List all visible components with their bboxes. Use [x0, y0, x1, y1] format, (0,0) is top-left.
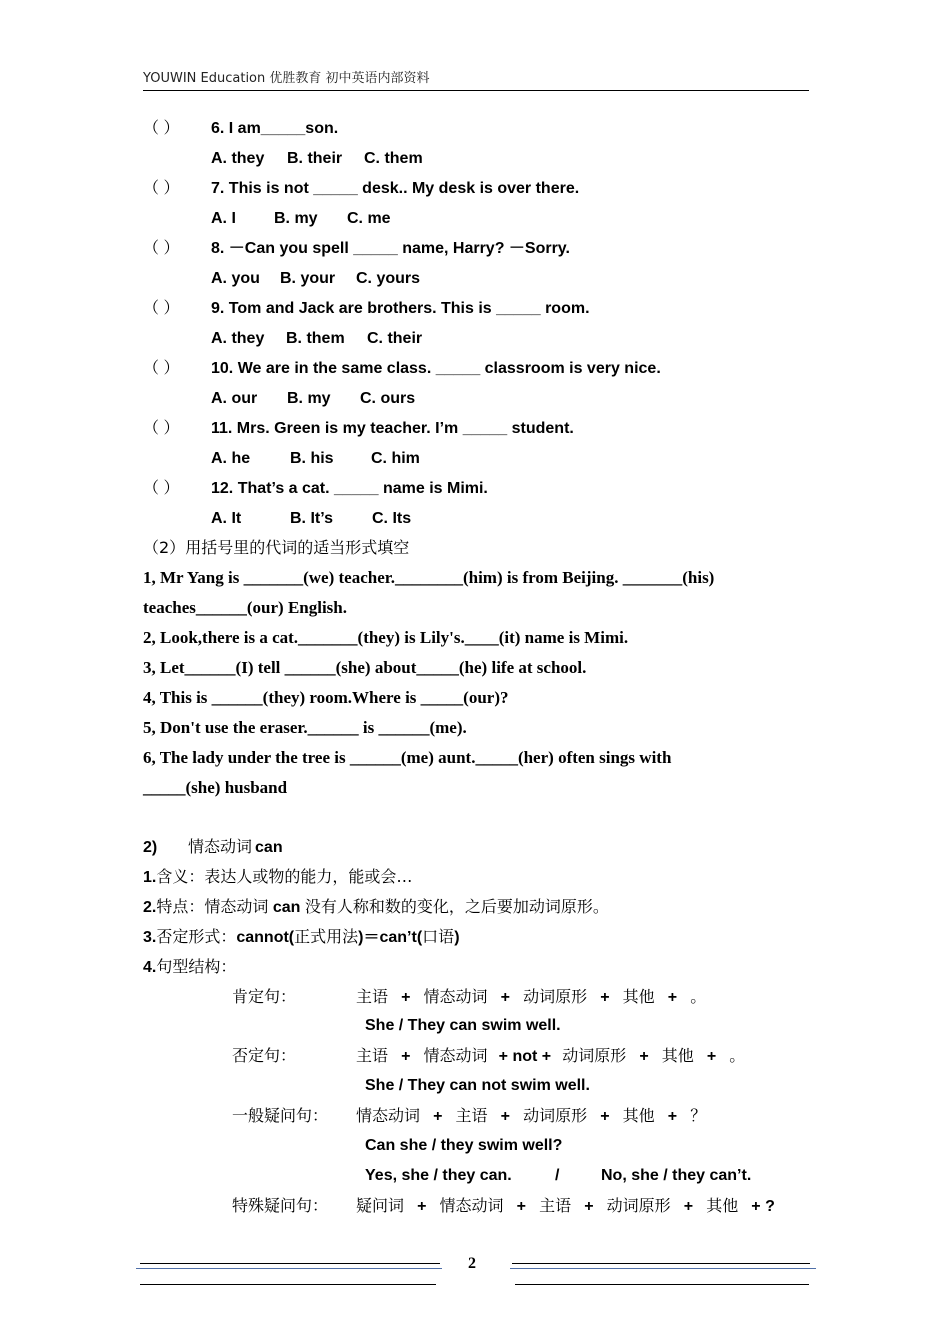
- point-text-b: 没有人称和数的变化，之后要加动词原形。: [304, 897, 609, 916]
- answer-bracket[interactable]: （ ）: [143, 420, 180, 437]
- formula-part: 主语: [455, 1106, 488, 1125]
- formula-plus: +: [600, 1108, 610, 1125]
- point-text-b: 正式用法: [294, 927, 359, 946]
- answer-no: No, she / they can’t.: [601, 1167, 752, 1184]
- point-word-a: cannot(: [236, 929, 295, 946]
- heading-word: can: [255, 839, 283, 856]
- formula-plus: +: [516, 1198, 526, 1215]
- formula-part: 其他: [661, 1046, 694, 1065]
- option-b: B. their: [287, 150, 343, 167]
- structure-formula-special-question: [356, 1195, 775, 1218]
- answer-yes: Yes, she / they can.: [365, 1167, 512, 1184]
- option-a: A. It: [211, 510, 242, 527]
- heading-number: 2): [143, 839, 158, 856]
- answer-bracket[interactable]: （ ）: [143, 300, 180, 317]
- structure-example-affirmative: She / They can swim well.: [365, 1017, 561, 1034]
- point-number: 2.: [143, 899, 157, 916]
- option-b: B. his: [290, 450, 334, 467]
- fill-line-6: 6, The lady under the tree is ______(me) aunt._____(her) often sings with: [143, 748, 672, 767]
- formula-plus: +: [401, 989, 411, 1006]
- question-text: 8. －Can you spell _____ name, Harry? －Sorry.: [211, 240, 570, 257]
- option-b: B. my: [274, 210, 318, 227]
- formula-part: 。: [729, 1046, 746, 1065]
- formula-part: 情态动词: [439, 1196, 504, 1215]
- formula-part: 疑问词: [356, 1196, 405, 1215]
- option-c: C. him: [371, 450, 420, 467]
- footer-rule-right-bottom: [515, 1284, 809, 1285]
- modal-point-1: [143, 866, 823, 889]
- question-text: 11. Mrs. Green is my teacher. I’m _____ student.: [211, 420, 574, 437]
- fill-line-1-cont: teaches______(our) English.: [143, 598, 347, 617]
- point-text-a: 否定形式：: [156, 927, 237, 946]
- option-a: A. he: [211, 450, 251, 467]
- question-text: 7. This is not _____ desk.. My desk is over there.: [211, 180, 580, 197]
- option-b: B. your: [280, 270, 336, 287]
- option-b: B. my: [287, 390, 331, 407]
- point-word-c: ): [454, 929, 460, 946]
- option-a: A. you: [211, 270, 260, 287]
- structure-formula-negative: [356, 1045, 745, 1068]
- footer-rule-right-top: [512, 1263, 810, 1264]
- question-11-options: [211, 448, 891, 470]
- option-a: A. I: [211, 210, 236, 227]
- question-9-options: [211, 328, 891, 350]
- formula-part: 情态动词: [423, 1046, 488, 1065]
- option-a: A. they: [211, 150, 265, 167]
- point-text-c: 口语: [422, 927, 455, 946]
- formula-part: 情态动词: [423, 987, 488, 1006]
- structure-example-general-question: Can she / they swim well?: [365, 1137, 563, 1154]
- question-8-options: [211, 268, 891, 290]
- structure-formula-affirmative: [356, 986, 706, 1009]
- formula-plus: +: [500, 989, 510, 1006]
- question-10-options: [211, 388, 891, 410]
- point-word: can: [272, 899, 301, 916]
- answer-bracket[interactable]: （ ）: [143, 360, 180, 377]
- fill-line-1: 1, Mr Yang is _______(we) teacher.________(him) is from Beijing. _______(his): [143, 568, 715, 587]
- answer-separator: /: [555, 1167, 560, 1184]
- point-number: 1.: [143, 869, 157, 886]
- section-title: 用括号里的代词的适当形式填空: [185, 538, 410, 557]
- option-c: C. me: [347, 210, 391, 227]
- structure-label-special-question: 特殊疑问句：: [232, 1196, 329, 1215]
- modal-point-4: [143, 956, 823, 979]
- formula-plus-not: + not +: [498, 1048, 552, 1065]
- formula-part: 情态动词: [356, 1106, 421, 1125]
- structure-example-negative: She / They can not swim well.: [365, 1077, 590, 1094]
- formula-plus: +: [639, 1048, 649, 1065]
- formula-part: 动词原形: [562, 1046, 627, 1065]
- footer-rule-right-blue: [510, 1268, 816, 1269]
- answer-bracket[interactable]: （ ）: [143, 120, 180, 137]
- option-c: C. Its: [372, 510, 412, 527]
- point-word-b: )＝can’t(: [358, 929, 423, 946]
- formula-part: 。: [690, 987, 707, 1006]
- formula-part: 动词原形: [606, 1196, 671, 1215]
- point-text-a: 特点：情态动词: [156, 897, 269, 916]
- modal-point-2: [143, 896, 823, 919]
- formula-plus-question: + ?: [751, 1198, 775, 1215]
- question-text: 9. Tom and Jack are brothers. This is _____ room.: [211, 300, 590, 317]
- formula-plus: +: [584, 1198, 594, 1215]
- formula-plus: +: [667, 1108, 678, 1125]
- formula-part: 动词原形: [523, 1106, 588, 1125]
- answer-bracket[interactable]: （ ）: [143, 240, 180, 257]
- option-a: A. they: [211, 330, 265, 347]
- modal-heading: [143, 836, 823, 859]
- question-7-options: [211, 208, 891, 230]
- question-12-options: [211, 508, 891, 530]
- formula-part: 其他: [622, 987, 655, 1006]
- fill-line-3: 3, Let______(I) tell ______(she) about_____(he) life at school.: [143, 658, 587, 677]
- formula-part: 主语: [356, 987, 389, 1006]
- formula-plus: +: [706, 1048, 717, 1065]
- option-c: C. them: [364, 150, 423, 167]
- structure-label-general-question: 一般疑问句：: [232, 1106, 329, 1125]
- formula-plus: +: [401, 1048, 411, 1065]
- fill-line-5: 5, Don't use the eraser.______ is ______(me).: [143, 718, 467, 737]
- option-c: C. ours: [360, 390, 416, 407]
- structure-label-negative: 否定句：: [232, 1046, 297, 1065]
- formula-part: 动词原形: [523, 987, 588, 1006]
- formula-plus: +: [600, 989, 610, 1006]
- footer-rule-left-top: [140, 1263, 440, 1264]
- formula-part: 主语: [539, 1196, 572, 1215]
- formula-part: ？: [690, 1106, 707, 1125]
- modal-point-3: [143, 926, 823, 949]
- formula-part: 其他: [622, 1106, 655, 1125]
- formula-part: 主语: [356, 1046, 389, 1065]
- point-number: 4.: [143, 959, 157, 976]
- footer-rule-left-blue: [136, 1268, 442, 1269]
- section-number: （2）: [143, 538, 186, 557]
- formula-plus: +: [417, 1198, 427, 1215]
- structure-label-affirmative: 肯定句：: [232, 987, 297, 1006]
- heading-text: 情态动词: [188, 837, 253, 856]
- point-text: 含义：表达人或物的能力，能或会…: [156, 867, 413, 886]
- formula-plus: +: [667, 989, 678, 1006]
- footer-rule-left-bottom: [140, 1284, 436, 1285]
- formula-part: 其他: [706, 1196, 739, 1215]
- point-number: 3.: [143, 929, 157, 946]
- question-text: 6. I am_____son.: [211, 120, 339, 137]
- page-header: YOUWIN Education 优胜教育 初中英语内部资料: [143, 70, 809, 91]
- formula-plus: +: [433, 1108, 443, 1125]
- option-b: B. It’s: [290, 510, 333, 527]
- structure-formula-general-question: [356, 1105, 706, 1128]
- fill-section-title: [143, 537, 823, 560]
- question-text: 12. That’s a cat. _____ name is Mimi.: [211, 480, 488, 497]
- formula-plus: +: [683, 1198, 694, 1215]
- formula-plus: +: [500, 1108, 510, 1125]
- question-6-options: [211, 148, 891, 170]
- point-text: 句型结构：: [156, 957, 237, 976]
- question-text: 10. We are in the same class. _____ classroom is very nice.: [211, 360, 661, 377]
- structure-example-answers: [365, 1165, 751, 1187]
- answer-bracket[interactable]: （ ）: [143, 180, 180, 197]
- answer-bracket[interactable]: （ ）: [143, 480, 180, 497]
- option-b: B. them: [286, 330, 345, 347]
- fill-line-6-cont: _____(she) husband: [143, 778, 288, 797]
- fill-line-2: 2, Look,there is a cat._______(they) is Lily's.____(it) name is Mimi.: [143, 628, 629, 647]
- option-c: C. yours: [356, 270, 421, 287]
- page-number: 2: [468, 1255, 476, 1272]
- option-a: A. our: [211, 390, 258, 407]
- fill-line-4: 4, This is ______(they) room.Where is _____(our)?: [143, 688, 509, 707]
- option-c: C. their: [367, 330, 423, 347]
